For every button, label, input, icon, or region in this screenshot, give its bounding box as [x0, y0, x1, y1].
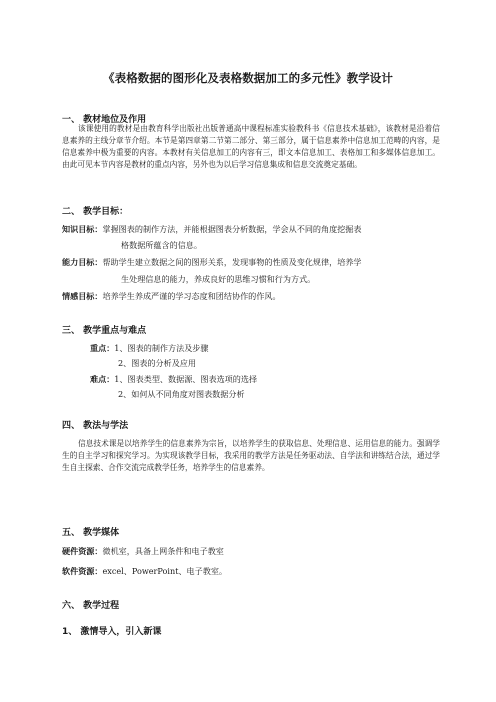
key-point-1-text: 1、图表的制作方法及步骤 [114, 343, 209, 353]
knowledge-goal-text-2: 格数据所蕴含的信息。 [121, 240, 202, 250]
section-5-heading: 五、 教学媒体 [62, 528, 120, 538]
emotion-goal-text: 培养学生养成严谨的学习态度和团结协作的作风。 [102, 291, 281, 301]
difficulty-label: 难点： [90, 374, 115, 384]
software-resources [62, 566, 227, 577]
hardware-resources [62, 546, 224, 557]
ability-goal-text-2: 生处理信息的能力，养成良好的思维习惯和行为方式。 [121, 274, 316, 284]
section-1-heading: 一、 教材地位及作用 [62, 115, 147, 125]
section-1-body: 该课使用的教材是由教育科学出版社出版普通高中课程标准实验教科书《信息技术基础》，该教材是沿着信息素养的主线分章节介绍。本节是第四章第二节第二部分、第三部分，属于信息素养中信息加工范畴的内容，是信息素养中极为重要的内容。本教材有关信息加工的内容有三，即文本信息加工、表格加工和多媒体信息加工。由此可见本节内容是教材的重点内容，另外也为以后学习信息集成和信息交流奠定基础。 [62, 124, 440, 170]
hardware-text: 微机室，具备上网条件和电子教室 [102, 546, 224, 556]
ability-goal [62, 257, 362, 268]
difficulty-1 [90, 374, 257, 385]
key-point-2: 2、图表的分析及应用 [118, 358, 196, 368]
ability-goal-text-1: 帮助学生建立数据之间的图形关系，发现事物的性质及变化规律，培养学 [102, 257, 362, 267]
ability-goal-label: 能力目标： [62, 257, 103, 267]
emotion-goal [62, 291, 281, 302]
knowledge-goal-label: 知识目标： [62, 224, 103, 234]
software-text: excel、PowerPoint、电子教室。 [102, 566, 228, 576]
section-2-heading: 二、 教学目标： [62, 207, 129, 217]
difficulty-2: 2、如何从不同角度对图表数据分析 [118, 389, 245, 399]
knowledge-goal-text-1: 掌握图表的制作方法，并能根据图表分析数据，学会从不同的角度挖掘表 [102, 224, 362, 234]
document-title: 《表格数据的图形化及表格数据加工的多元性》教学设计 [103, 71, 393, 85]
key-point-1 [90, 343, 208, 354]
section-3-heading: 三、 教学重点与难点 [62, 326, 147, 336]
key-point-label: 重点： [90, 343, 115, 353]
hardware-label: 硬件资源： [62, 546, 103, 556]
section-6-subheading: 1、 激情导入，引入新课 [62, 627, 162, 637]
section-6-heading: 六、 教学过程 [62, 601, 120, 611]
emotion-goal-label: 情感目标： [62, 291, 103, 301]
section-4-heading: 四、 教法与学法 [62, 421, 129, 431]
software-label: 软件资源： [62, 566, 103, 576]
difficulty-1-text: 1、图表类型、数据源、图表选项的选择 [114, 374, 258, 384]
knowledge-goal [62, 224, 362, 235]
section-4-body: 信息技术课是以培养学生的信息素养为宗旨，以培养学生的获取信息、处理信息、运用信息的能力。强调学生的自主学习和探究学习。为实现该教学目标，我采用的教学方法是任务驱动法、自学法和讲练结合法，通过学生自主探索、合作交流完成教学任务，培养学生的信息素养。 [62, 439, 440, 473]
